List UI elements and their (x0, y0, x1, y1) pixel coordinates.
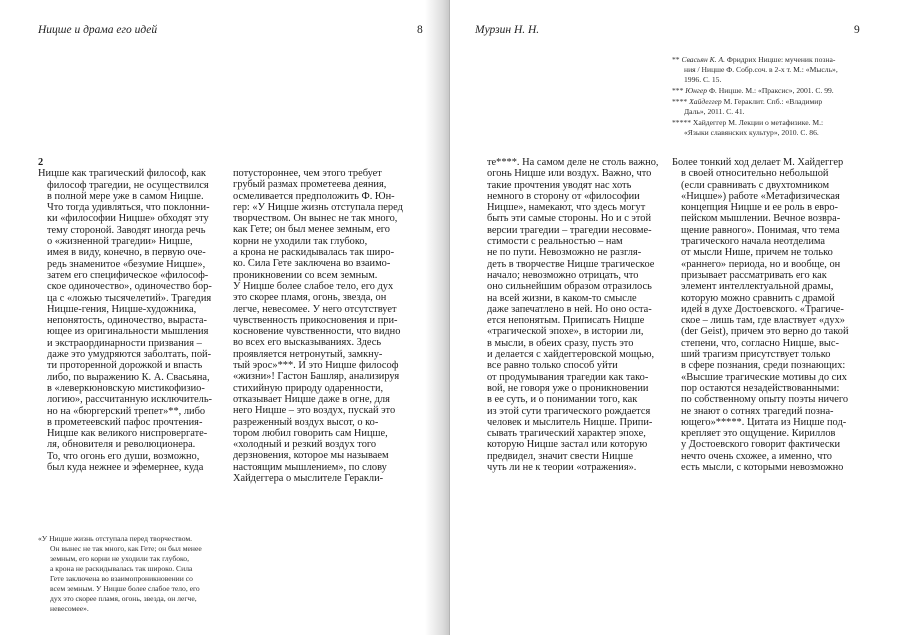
footnote-line (672, 128, 862, 138)
footnote-line (672, 107, 862, 117)
text-line: «Высшие трагические мотивы до сих (681, 371, 847, 383)
footnote-mark: ***** (672, 118, 693, 127)
text-line: в ее суть, и о понимании того, как (487, 394, 638, 406)
text-line: огонь Ницше или воздух. Важно, что (487, 168, 652, 180)
text-line: сывать трагический характер эпохе, (487, 428, 646, 440)
footnote-text: ния / Ницше Ф. Собр.соч. в 2-х т. М.: «Мысль», (684, 65, 838, 74)
text-line: Он вынес не так много, как Гете; он был менее (50, 544, 202, 553)
footnote-text: Ф. Ницше. М.: «Праксис», 2001. С. 99. (708, 86, 834, 95)
page-number-right: 9 (854, 24, 860, 36)
text-line: по собственному опыту поэты ничего (681, 394, 849, 406)
text-line: имея в виду, конечно, в первую оче- (47, 247, 206, 259)
text-line: невесомее». (50, 604, 89, 613)
text-line: а крона не раскидывалась так широ- (233, 247, 395, 259)
text-line: чувственность прикосновения и при- (233, 314, 398, 326)
text-line: немного в сторону от «философии (487, 190, 640, 202)
text-line: которую Ницше застал или которую (487, 439, 648, 451)
footnote-item (672, 97, 862, 117)
text-line: корни не уходили так глубоко, (233, 235, 368, 247)
footnote-mark: *** (672, 86, 686, 95)
footnote-text: Даль», 2011. С. 41. (684, 107, 745, 116)
text-line: от продумывания трагедии как тако- (487, 371, 649, 383)
text-line: в полной мере уже в самом Ницше. (47, 190, 204, 202)
text-line: нечто очень схожее, а именно, что (681, 450, 832, 462)
bottom-footnote (38, 534, 248, 614)
text-line: ки «философии Ницше» обходят эту (47, 213, 209, 225)
footnote-author: Хайдеггер (689, 97, 724, 106)
text-line: все равно только способ уйти (487, 360, 618, 372)
page-number-left: 8 (417, 24, 423, 36)
text-line: и делается с хайдеггеровской мощью, (487, 349, 655, 361)
right-column-2 (672, 157, 872, 473)
text-line: редь знаменитое «безумие Ницше», (47, 258, 206, 270)
text-line: логию», рассчитанную исключитель- (47, 394, 213, 406)
text-line: у Достоевского говорит фактически (681, 439, 841, 451)
text-line: Ницше», намекают, что здесь могут (487, 202, 646, 214)
text-line: даже это умудряются заболтать, пой- (47, 349, 212, 361)
text-line: быть эти самые стороны. Но и с этой (487, 213, 652, 225)
text-line: «У Ницше жизнь отступала перед творчеством. (38, 534, 193, 543)
footnote-line (672, 86, 862, 96)
text-line: трагического начала неотделима (681, 236, 825, 248)
text-line: как Гете; он был менее земным, его (233, 224, 390, 236)
text-line: те****. На самом деле не столь важно, (487, 157, 659, 168)
text-line: потустороннее, чем этого требует (233, 168, 382, 179)
text-line: призывает рассматривать его как (681, 269, 827, 281)
text-line: Ницше как трагический философ, как (38, 168, 206, 180)
text-line: ющего»*****. Цитата из Ницше под- (681, 416, 847, 428)
text-line: из этой сути трагического рождается (487, 405, 651, 417)
text-line: которую можно сравнить с драмой (681, 292, 835, 304)
text-line: такие прочтения уводят нас хоть (487, 179, 632, 191)
footnote-text: Фридрих Ницше: мученик позна- (726, 55, 836, 64)
text-line: тый эрос»***. И это Ницше философ (233, 360, 399, 372)
footnote-author: Свасьян К. А. (681, 55, 727, 64)
text-line: проявляется нетронутый, замкну- (233, 348, 383, 360)
text-line: отказывает Ницше даже в огне, для (233, 393, 390, 405)
footnote-text: «Языки славянских культур», 2010. С. 86. (684, 128, 819, 137)
text-line: Хайдеггера о мыслителе Геракли- (233, 473, 384, 485)
text-line: ское – лишь там, где властвует «дух» (681, 315, 845, 327)
text-line: него Ницше – это воздух, пускай это (233, 405, 396, 417)
text-line: ля, обновителя и революционера. (47, 439, 196, 451)
footnote-line (672, 75, 862, 85)
text-line: ший трагизм присутствует только (681, 349, 831, 361)
footnote-author: Юнгер (685, 86, 709, 95)
text-line: Ницше-гения, Ницше-художника, (47, 303, 197, 315)
text-line: пейском мышлении. Вечное возвра- (681, 213, 841, 225)
text-line: творчеством. Он вынес не так много, (233, 213, 398, 225)
footnote-mark: **** (672, 97, 690, 106)
text-line: в своей относительно небольшой (681, 168, 829, 180)
text-line: разреженный воздух высот, о ко- (233, 416, 379, 428)
text-line: легче, невесомее. У него отсутствует (233, 303, 397, 315)
book-gutter-shadow (425, 0, 449, 635)
footnote-line (672, 55, 862, 65)
text-line: дерзновения, которое мы называем (233, 450, 389, 462)
text-line: степени, что, согласно Ницше, выс- (681, 337, 839, 349)
text-line: на всей жизни, в каком-то смысле (487, 292, 637, 304)
text-line: «жизни»! Гастон Башляр, анализируя (233, 371, 400, 383)
text-line: «раннего» периода, но и вообще, он (681, 258, 841, 270)
text-line: Что тогда удивляться, что поклонни- (47, 202, 210, 214)
text-line: но на «бюргерский трепет»**, либо (47, 405, 206, 417)
text-line: от мысли Нише, причем не только (681, 247, 833, 259)
text-line: ское одиночество», одиночество бор- (47, 281, 212, 293)
footnote-line (672, 65, 862, 75)
text-line: пор остаются незадействованными: (681, 382, 840, 394)
footnote-text: 1996. С. 15. (684, 75, 722, 84)
text-line: либо, по выражению К. А. Свасьяна, (47, 371, 210, 383)
text-line: ется непонятым. Приписать Ницше (487, 315, 645, 327)
text-line: крепляет это ощущение. Кириллов (681, 428, 836, 440)
footnote-line (672, 118, 862, 128)
text-line: чуть ли не к теории «отражения». (487, 462, 637, 474)
text-line: тему стороной. Заводят иногда речь (47, 224, 206, 236)
text-line: версии трагедии – трагедии несовме- (487, 224, 652, 236)
text-line: проникновении со всем земным. (233, 269, 378, 281)
footnote-item (672, 118, 862, 138)
text-line: предвидел, значит свести Ницше (487, 450, 633, 462)
footnote-item (672, 55, 862, 85)
text-line: (der Geist), причем это верно до такой (681, 326, 849, 338)
text-line: в прометеевский пафос прочтения- (47, 416, 203, 428)
text-line: даже запечатлено в ней. Но оно оста- (487, 303, 652, 315)
text-line: Ницше как великого ниспровергате- (47, 428, 208, 440)
text-line: в сфере познания, среди познающих: (681, 360, 846, 372)
text-line: «холодный и резкий воздух того (233, 439, 377, 451)
footnote-line (672, 97, 862, 107)
text-line: (если сравнивать с двухтомником (681, 179, 830, 191)
left-column-1 (38, 157, 228, 473)
text-line: осмеливается предположить Ф. Юн- (233, 190, 395, 202)
text-line: не по пути. Невозможно не разгля- (487, 247, 642, 259)
text-line: затем его специфическое «философ- (47, 269, 209, 281)
text-line: в «леверкюновскую мистикофизио- (47, 382, 205, 394)
text-line: элемент интеллектуальной драмы, (681, 281, 834, 293)
right-column-1 (487, 157, 667, 473)
text-line: в мысли, в обеих сразу, пусть это (487, 337, 634, 349)
text-line: У Ницше более слабое тело, его дух (233, 280, 394, 292)
text-line: «Ницше») работе «Метафизическая (681, 190, 840, 202)
text-line: не знают о сотнях трагедий позна- (681, 405, 834, 417)
footnote-text: М. Гераклит. Спб.: «Владимир (723, 97, 823, 106)
text-line: деть в творчестве Ницше трагическое (487, 258, 655, 270)
text-line: о «жизненной трагедии» Ницше, (47, 236, 193, 248)
text-line: стимости с реальностью – нам (487, 236, 623, 248)
text-line: вой, не говоря уже о проникновении (487, 382, 649, 394)
text-line: косновение чувственности, что видно (233, 326, 401, 338)
text-line: Более тонкий ход делает М. Хайдеггер (672, 157, 844, 168)
left-column-2 (233, 168, 425, 484)
text-line: Гете заключена во взаимопроникновении со (50, 574, 193, 583)
text-line: человек и мыслитель Ницше. Припи- (487, 416, 653, 428)
text-line: дух это скорее пламя, огонь, звезда, он легче, (50, 594, 197, 603)
text-line: всем земным. У Ницше более слабое тело, его (50, 584, 200, 593)
text-line: был куда нежнее и эфемернее, куда (47, 462, 204, 474)
text-line: непонятость, одиночество, выраста- (47, 315, 207, 327)
text-line: во всех его высказываниях. Здесь (233, 337, 382, 349)
footnote-mark: ** (672, 55, 682, 64)
footnote-text: Хайдеггер М. Лекции о метафизике. М.: (692, 118, 824, 127)
text-line: это скорее пламя, огонь, звезда, он (233, 292, 387, 304)
text-line: начало; невозможно отрицать, что (487, 269, 639, 281)
text-line: гер: «У Ницше жизнь отступала перед (233, 201, 403, 213)
text-line: концепция Ницше и ее роль в евро- (681, 202, 838, 214)
text-line: ющее из оригинальности мышления (47, 326, 209, 338)
text-line: ти проторенной дорожкой и впасть (47, 360, 203, 372)
text-line: и экстраординарности призвания – (47, 337, 202, 349)
text-line: настоящим мышлением», по слову (233, 461, 387, 473)
text-line: земным, его корни не уходили так глубоко, (50, 554, 189, 563)
footnote-item (672, 86, 862, 96)
footnotes-block (672, 55, 862, 139)
text-line: стихийную природу одаренности, (233, 382, 384, 394)
text-line: ко. Сила Гете заключена во взаимо- (233, 258, 391, 270)
text-line: а крона не раскидывалась так широко. Сила (50, 564, 193, 573)
text-line: «трагической эпохе», в истории ли, (487, 326, 644, 338)
text-line: ца с «ложью тысячелетий». Трагедия (47, 292, 212, 304)
section-number: 2 (38, 157, 44, 168)
left-page (0, 0, 425, 635)
text-line: щение равного». Понимая, что тема (681, 224, 840, 236)
running-head-left: Ницше и драма его идей (38, 24, 158, 36)
text-line: оно сильнейшим образом отразилось (487, 281, 652, 293)
text-line: есть мысли, с которыми невозможно (681, 462, 844, 474)
running-head-right: Мурзин Н. Н. (475, 24, 540, 36)
text-line: идей в духе Достоевского. «Трагиче- (681, 303, 844, 315)
right-page (450, 0, 900, 635)
text-line: философ трагедии, не осуществился (47, 179, 209, 191)
text-line: тором любил говорить сам Ницше, (233, 427, 388, 439)
text-line: грубый размах прометеева деяния, (233, 179, 387, 191)
text-line: То, что огонь его души, возможно, (47, 450, 200, 462)
